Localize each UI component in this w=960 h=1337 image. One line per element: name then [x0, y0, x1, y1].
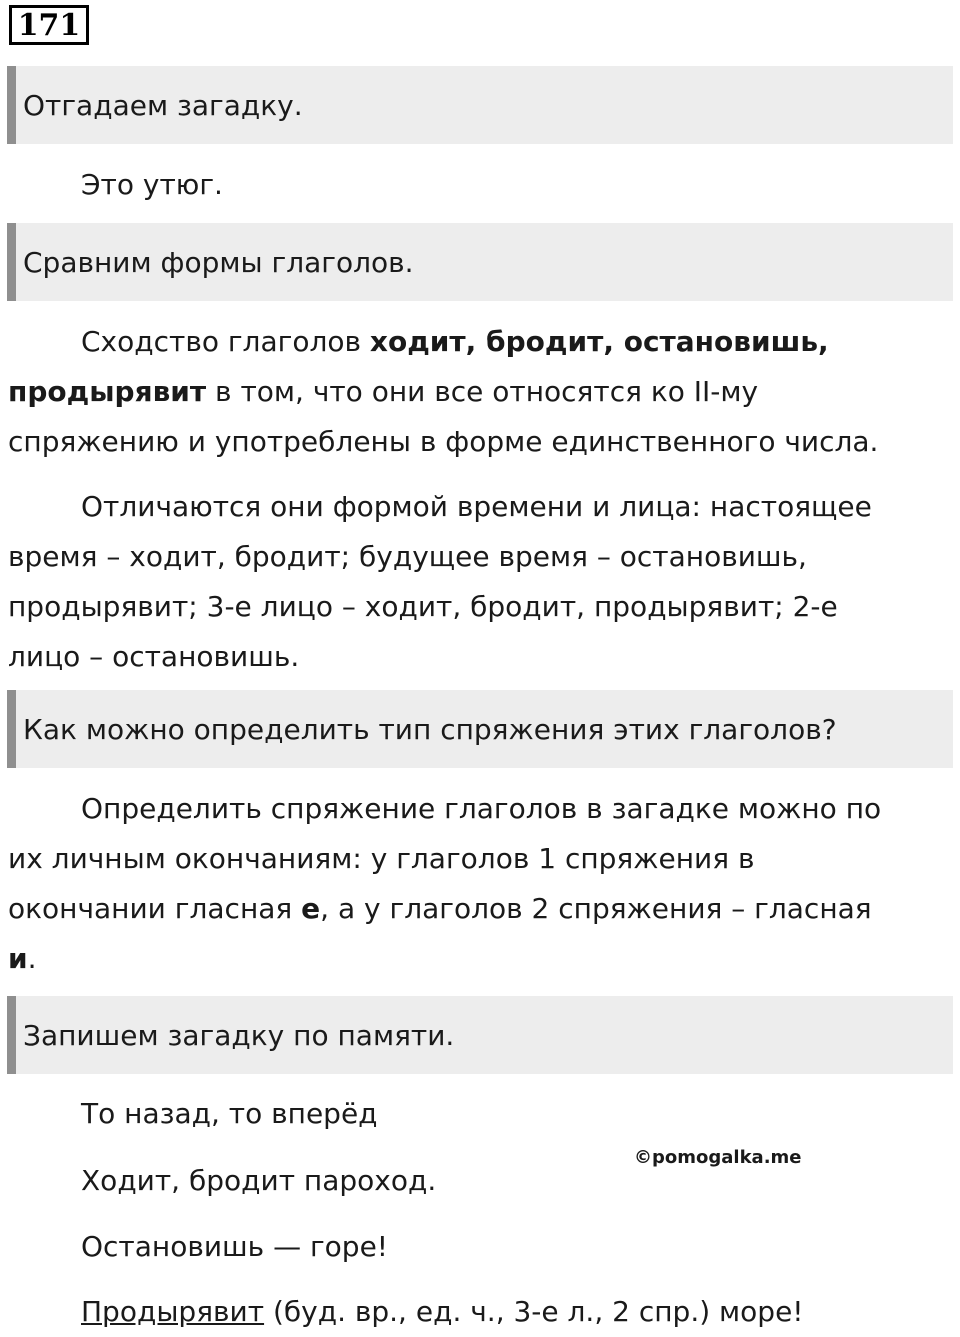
poem-line-2: Ходит, бродит пароход. — [81, 1164, 437, 1197]
p2-line2: время – ходит, бродит; будущее время – остановишь, — [8, 540, 807, 573]
compare-paragraph-2 — [8, 482, 948, 682]
vowel-e: е — [301, 892, 321, 925]
p3-line2: их личным окончаниям: у глаголов 1 спряжения в — [8, 842, 755, 875]
poem-underlined-verb: Продырявит — [81, 1295, 265, 1328]
p3-end: . — [27, 942, 37, 975]
poem-line-4-rest: (буд. вр., ед. ч., 3-е л., 2 спр.) море! — [264, 1295, 804, 1328]
section-heading-memory: Запишем загадку по памяти. — [7, 996, 953, 1074]
conjugation-paragraph — [8, 784, 948, 984]
section-heading-conjugation: Как можно определить тип спряжения этих глаголов? — [7, 690, 953, 768]
p2-line3: продырявит; 3-е лицо – ходит, бродит, продырявит; 2-е — [8, 590, 838, 623]
p1-rest-a: в том, что они все относятся ко II-му — [206, 375, 759, 408]
poem-line-3: Остановишь — горе! — [81, 1230, 389, 1263]
poem-line-4 — [81, 1287, 804, 1337]
p3-line1: Определить спряжение глаголов в загадке можно по — [81, 792, 882, 825]
section-heading-compare: Сравним формы глаголов. — [7, 223, 953, 301]
compare-paragraph-1 — [8, 317, 948, 467]
task-number: 171 — [9, 5, 89, 45]
p1-intro: Сходство глаголов — [81, 325, 370, 358]
p2-line4: лицо – остановишь. — [8, 640, 300, 673]
section-heading-riddle: Отгадаем загадку. — [7, 66, 953, 144]
p1-rest-b: спряжению и употреблены в форме единственного числа. — [8, 425, 879, 458]
p3-line3a: окончании гласная — [8, 892, 302, 925]
p3-line3b: , а у глаголов 2 спряжения – гласная — [320, 892, 872, 925]
vowel-i: и — [8, 942, 28, 975]
watermark: ©pomogalka.me — [634, 1147, 802, 1168]
p2-line1: Отличаются они формой времени и лица: настоящее — [81, 490, 872, 523]
p1-bold-verb-last: продырявит — [8, 375, 207, 408]
p1-bold-verbs: ходит, бродит, остановишь, — [369, 325, 829, 358]
poem-line-1: То назад, то вперёд — [81, 1097, 378, 1130]
riddle-answer: Это утюг. — [81, 168, 223, 201]
